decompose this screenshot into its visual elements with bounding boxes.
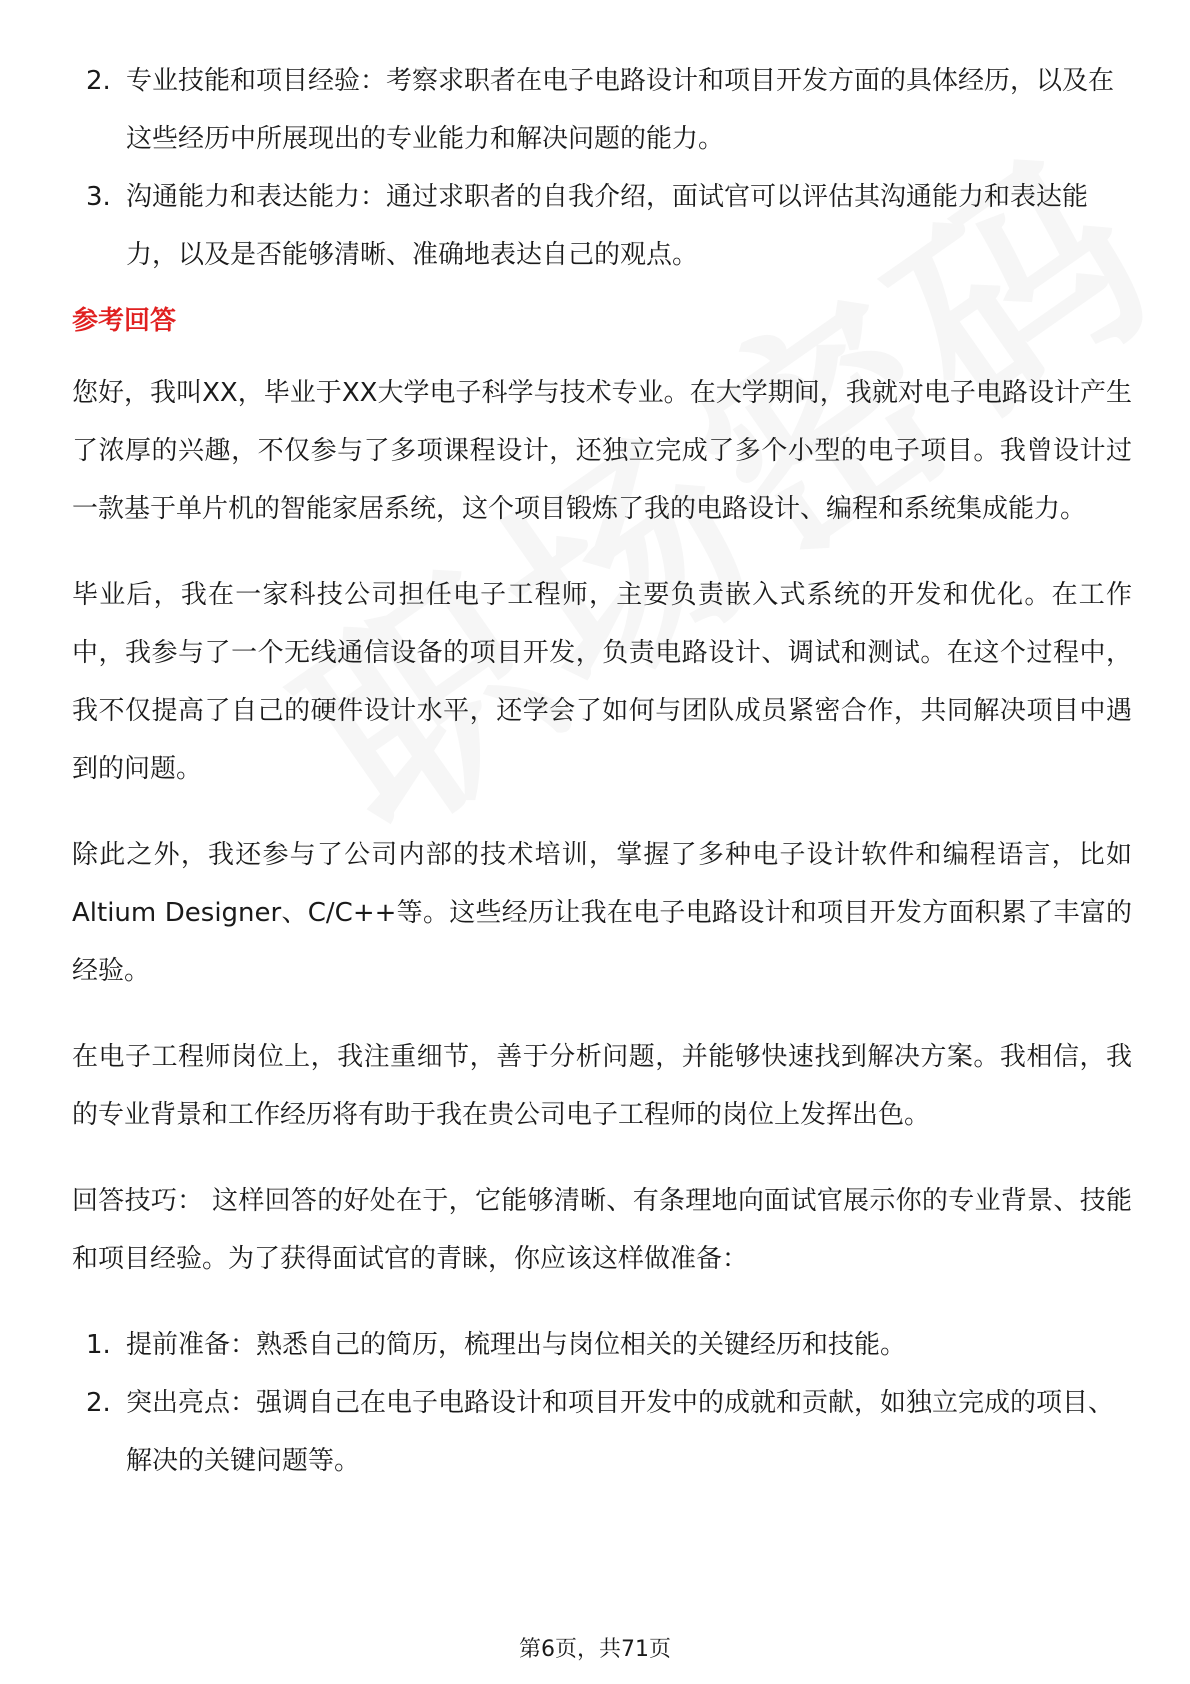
paragraph: 您好，我叫XX，毕业于XX大学电子科学与技术专业。在大学期间，我就对电子电路设计产生了浓厚的兴趣，不仅参与了多项课程设计，还独立完成了多个小型的电子项目。我曾设计过一款基于单片机的智能家居系统，这个项目锻炼了我的电路设计、编程和系统集成能力。 bbox=[72, 378, 1132, 524]
list-item bbox=[72, 168, 1132, 284]
top-list bbox=[72, 52, 1132, 284]
list-item-text: 提前准备：熟悉自己的简历，梳理出与岗位相关的关键经历和技能。 bbox=[126, 1330, 907, 1360]
list-item bbox=[72, 1374, 1132, 1490]
list-item bbox=[72, 52, 1132, 168]
answer-tips-paragraph: 回答技巧： 这样回答的好处在于，它能够清晰、有条理地向面试官展示你的专业背景、技能和项目经验。为了获得面试官的青睐，你应该这样做准备： bbox=[72, 1186, 1132, 1274]
page-content bbox=[72, 52, 1132, 1490]
list-item-number: 2. bbox=[86, 66, 111, 96]
page-number-footer: 第6页，共71页 bbox=[519, 1637, 671, 1662]
list-item-number: 2. bbox=[86, 1388, 111, 1418]
list-item-number: 1. bbox=[86, 1330, 111, 1360]
list-item bbox=[72, 1316, 1132, 1374]
section-heading: 参考回答 bbox=[72, 306, 177, 336]
list-item-number: 3. bbox=[86, 182, 111, 212]
paragraph: 在电子工程师岗位上，我注重细节，善于分析问题，并能够快速找到解决方案。我相信，我的专业背景和工作经历将有助于我在贵公司电子工程师的岗位上发挥出色。 bbox=[72, 1042, 1132, 1130]
paragraph: 毕业后，我在一家科技公司担任电子工程师，主要负责嵌入式系统的开发和优化。在工作中，我参与了一个无线通信设备的项目开发，负责电路设计、调试和测试。在这个过程中，我不仅提高了自己的硬件设计水平，还学会了如何与团队成员紧密合作，共同解决项目中遇到的问题。 bbox=[72, 580, 1132, 784]
list-item-text: 沟通能力和表达能力：通过求职者的自我介绍，面试官可以评估其沟通能力和表达能力，以及是否能够清晰、准确地表达自己的观点。 bbox=[126, 182, 1089, 270]
paragraph: 除此之外，我还参与了公司内部的技术培训，掌握了多种电子设计软件和编程语言，比如Altium Designer、C/C++等。这些经历让我在电子电路设计和项目开发方面积累了丰富的经验。 bbox=[72, 840, 1132, 986]
list-item-text: 突出亮点：强调自己在电子电路设计和项目开发中的成就和贡献，如独立完成的项目、解决的关键问题等。 bbox=[126, 1388, 1115, 1476]
list-item-text: 专业技能和项目经验：考察求职者在电子电路设计和项目开发方面的具体经历，以及在这些经历中所展现出的专业能力和解决问题的能力。 bbox=[126, 66, 1115, 154]
tips-list bbox=[72, 1316, 1132, 1490]
